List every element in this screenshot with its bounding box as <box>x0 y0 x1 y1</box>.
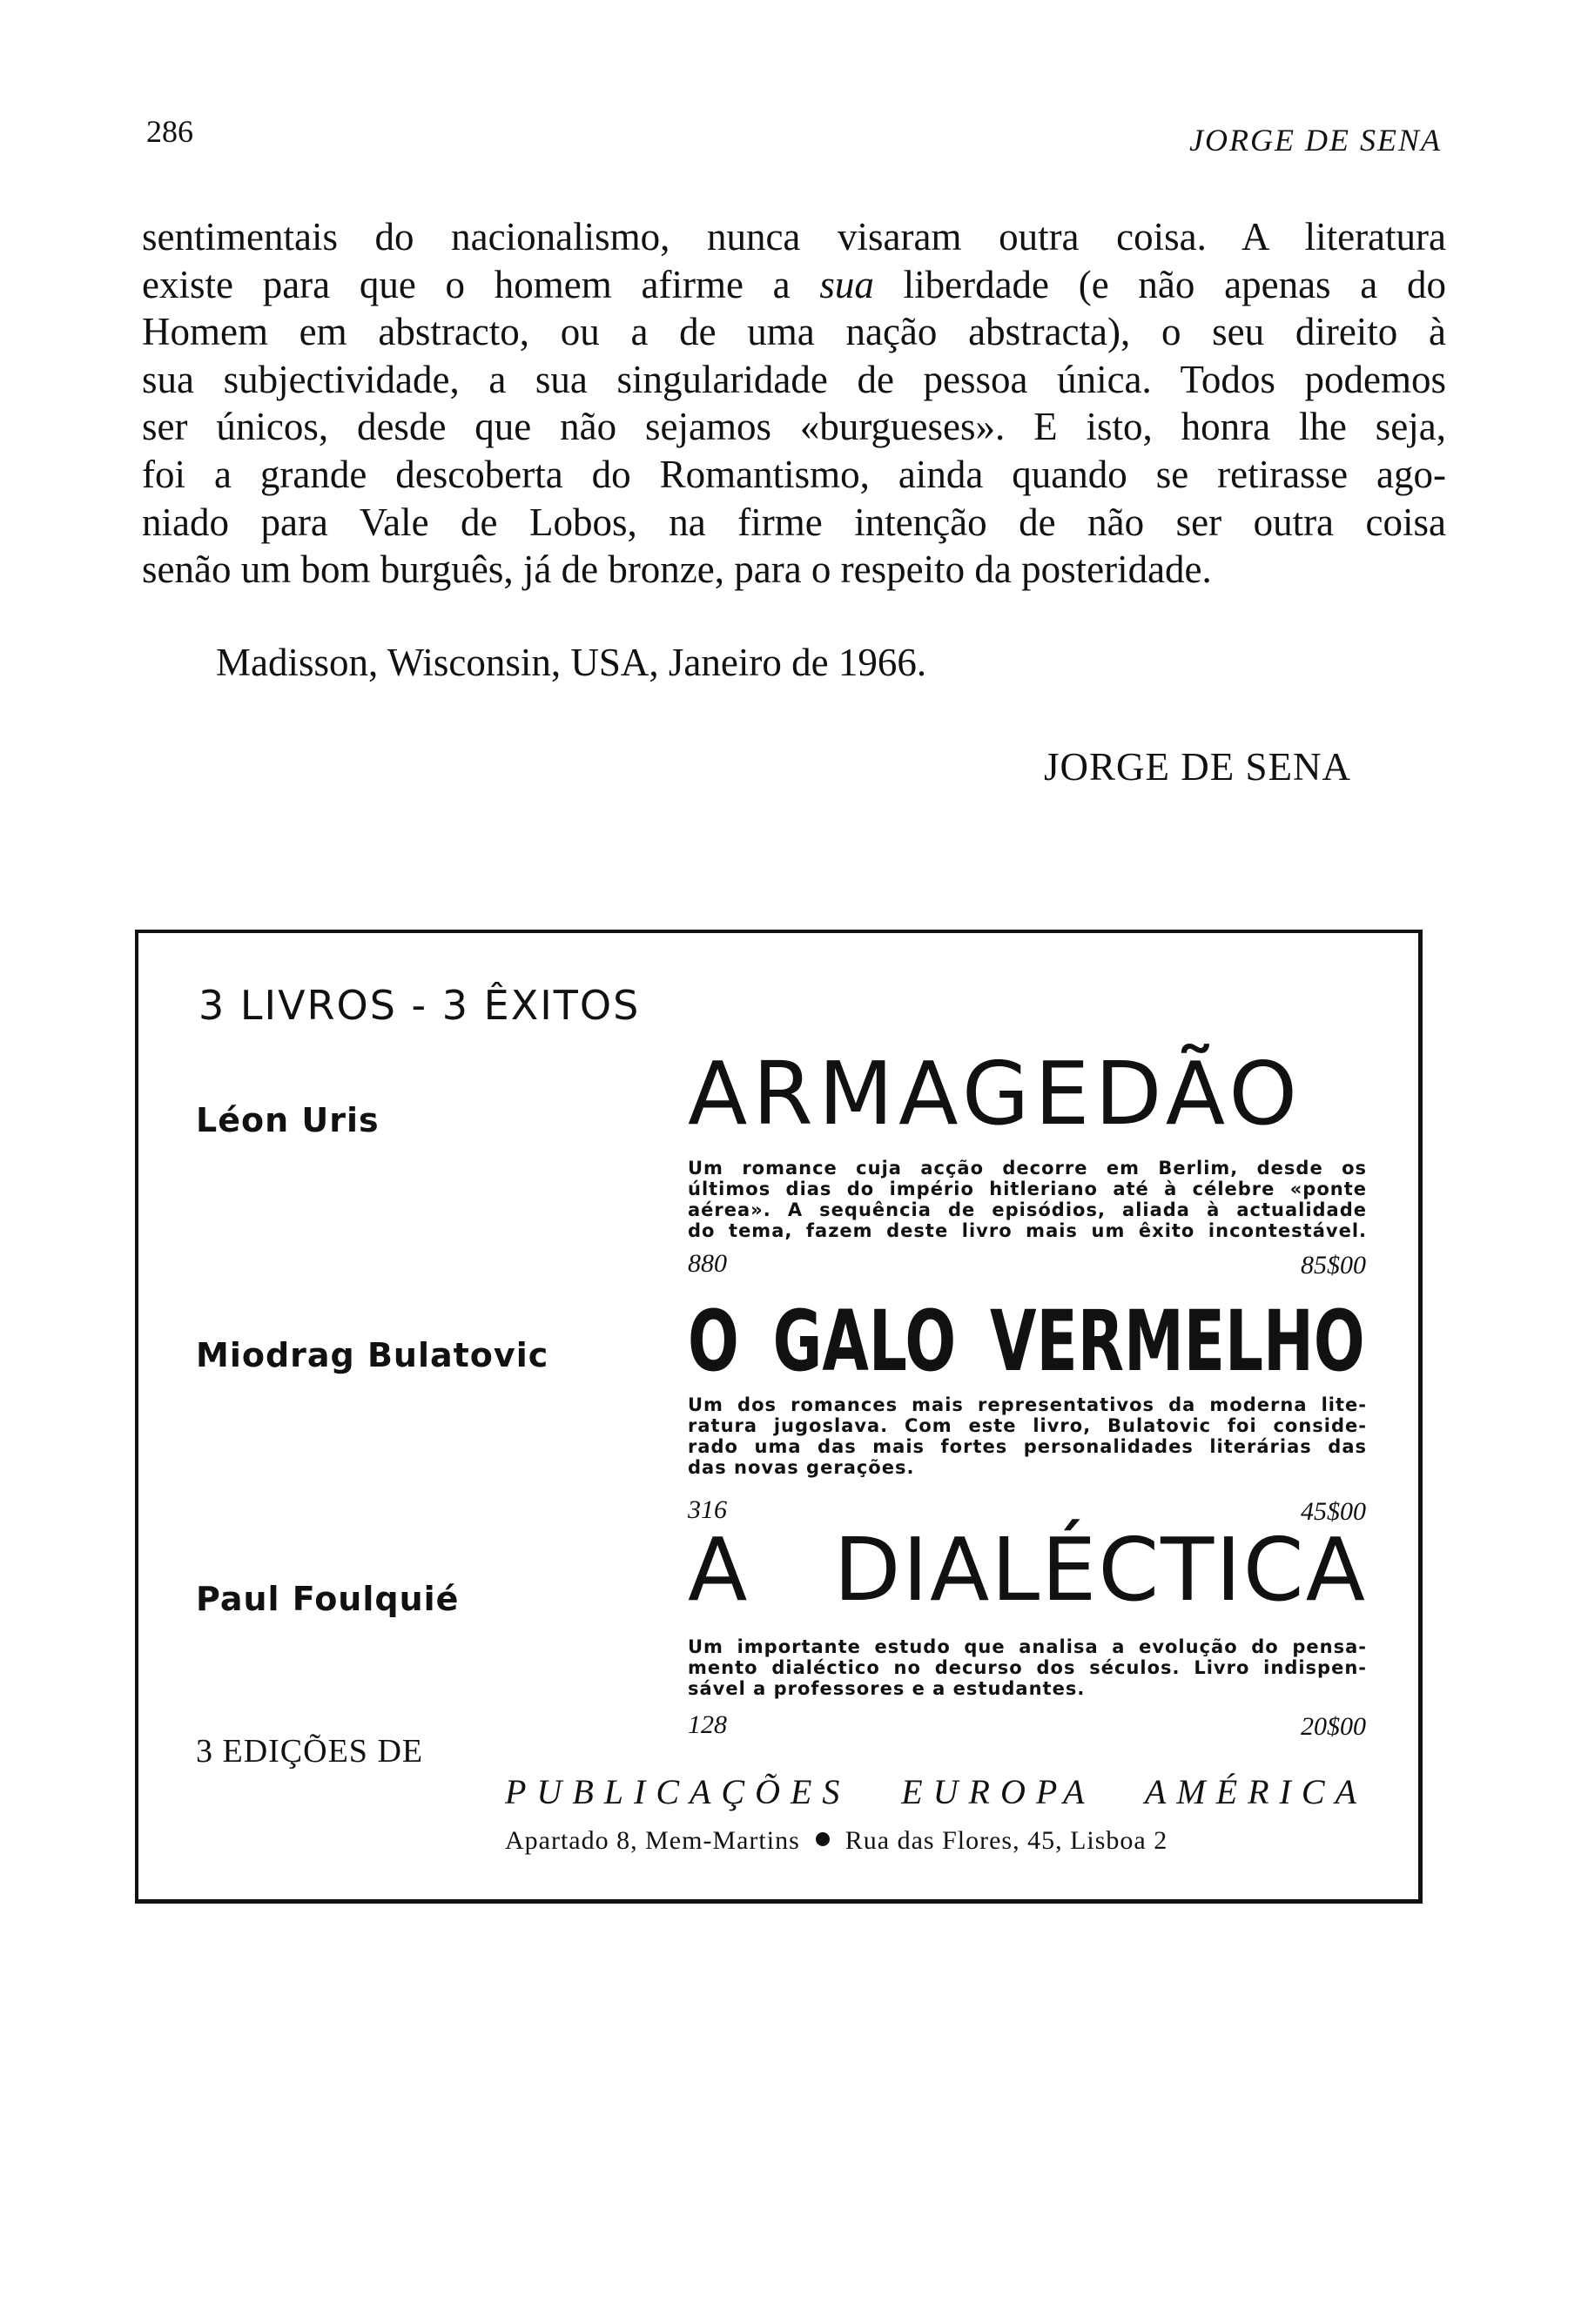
body-paragraph <box>142 213 1446 594</box>
body-line: ser únicos, desde que não sejamos «burgueses». E isto, honra lhe seja, <box>142 405 1446 449</box>
address-left: Apartado 8, Mem-Martins <box>505 1826 800 1855</box>
blurb-line: ratura jugoslava. Com este livro, Bulatovic foi conside- <box>688 1415 1367 1436</box>
page-number: 286 <box>146 114 193 149</box>
book-author: Paul Foulquié <box>196 1580 460 1618</box>
publisher-name: PUBLICAÇÕES EUROPA AMÉRICA <box>505 1772 1367 1811</box>
book-reference-number: 880 <box>688 1249 727 1278</box>
blurb-line: aérea». A sequência de episódios, aliada à actualidade <box>688 1199 1367 1220</box>
blurb-line: Um romance cuja acção decorre em Berlim, desde os <box>688 1158 1367 1179</box>
address-right: Rua das Flores, 45, Lisboa 2 <box>844 1826 1168 1855</box>
blurb-line: sável a professores e a estudantes. <box>688 1678 1086 1699</box>
book-price: 45$00 <box>1301 1497 1366 1526</box>
body-line-segment: existe para que o homem afirme a <box>142 262 820 306</box>
book-blurb <box>688 1394 1367 1478</box>
book-title: A DIALÉCTICA <box>688 1519 1367 1621</box>
author-signature: JORGE DE SENA <box>1043 745 1351 789</box>
book-title: ARMAGEDÃO <box>688 1043 1303 1145</box>
body-line <box>142 261 1446 309</box>
body-line: foi a grande descoberta do Romantismo, ainda quando se retirasse ago- <box>142 452 1446 496</box>
blurb-line: Um importante estudo que analisa a evolução do pensa- <box>688 1636 1367 1657</box>
book-blurb <box>688 1636 1367 1699</box>
blurb-line: Um dos romances mais representativos da moderna lite- <box>688 1394 1367 1415</box>
body-line: Homem em abstracto, ou a de uma nação abstracta), o seu direito à <box>142 310 1446 354</box>
book-price: 20$00 <box>1301 1712 1366 1741</box>
body-line: sentimentais do nacionalismo, nunca visaram outra coisa. A literatura <box>142 215 1446 259</box>
book-price: 85$00 <box>1301 1251 1366 1280</box>
body-line: senão um bom burguês, já de bronze, para o respeito da posteridade. <box>142 547 1212 592</box>
body-line: sua subjectividade, a sua singularidade de pessoa única. Todos podemos <box>142 357 1446 401</box>
blurb-line: rado uma das mais fortes personalidades literárias das <box>688 1436 1367 1457</box>
book-author: Léon Uris <box>196 1101 380 1139</box>
editions-label: 3 EDIÇÕES DE <box>196 1733 424 1770</box>
ad-headline: 3 LIVROS - 3 ÊXITOS <box>198 982 641 1029</box>
body-line-segment: liberdade (e não apenas a do <box>873 262 1446 306</box>
dateline: Madisson, Wisconsin, USA, Janeiro de 1966. <box>216 641 927 684</box>
blurb-line: do tema, fazem deste livro mais um êxito incontestável. <box>688 1220 1367 1241</box>
body-line: niado para Vale de Lobos, na firme intenção de não ser outra coisa <box>142 500 1446 544</box>
blurb-line: das novas gerações. <box>688 1457 915 1478</box>
book-author: Miodrag Bulatovic <box>196 1336 549 1374</box>
blurb-line: mento dialéctico no decurso dos séculos. Livro indispen- <box>688 1657 1367 1678</box>
book-reference-number: 316 <box>688 1495 727 1524</box>
emphasized-word: sua <box>819 262 874 306</box>
book-blurb <box>688 1158 1367 1241</box>
publisher-address <box>505 1826 1167 1856</box>
running-head: JORGE DE SENA <box>1189 123 1442 158</box>
bullet-icon <box>816 1832 830 1846</box>
book-reference-number: 128 <box>688 1710 727 1739</box>
blurb-line: últimos dias do império hitleriano até à célebre «ponte <box>688 1179 1367 1199</box>
book-title: O GALO VERMELHO <box>688 1293 1365 1390</box>
